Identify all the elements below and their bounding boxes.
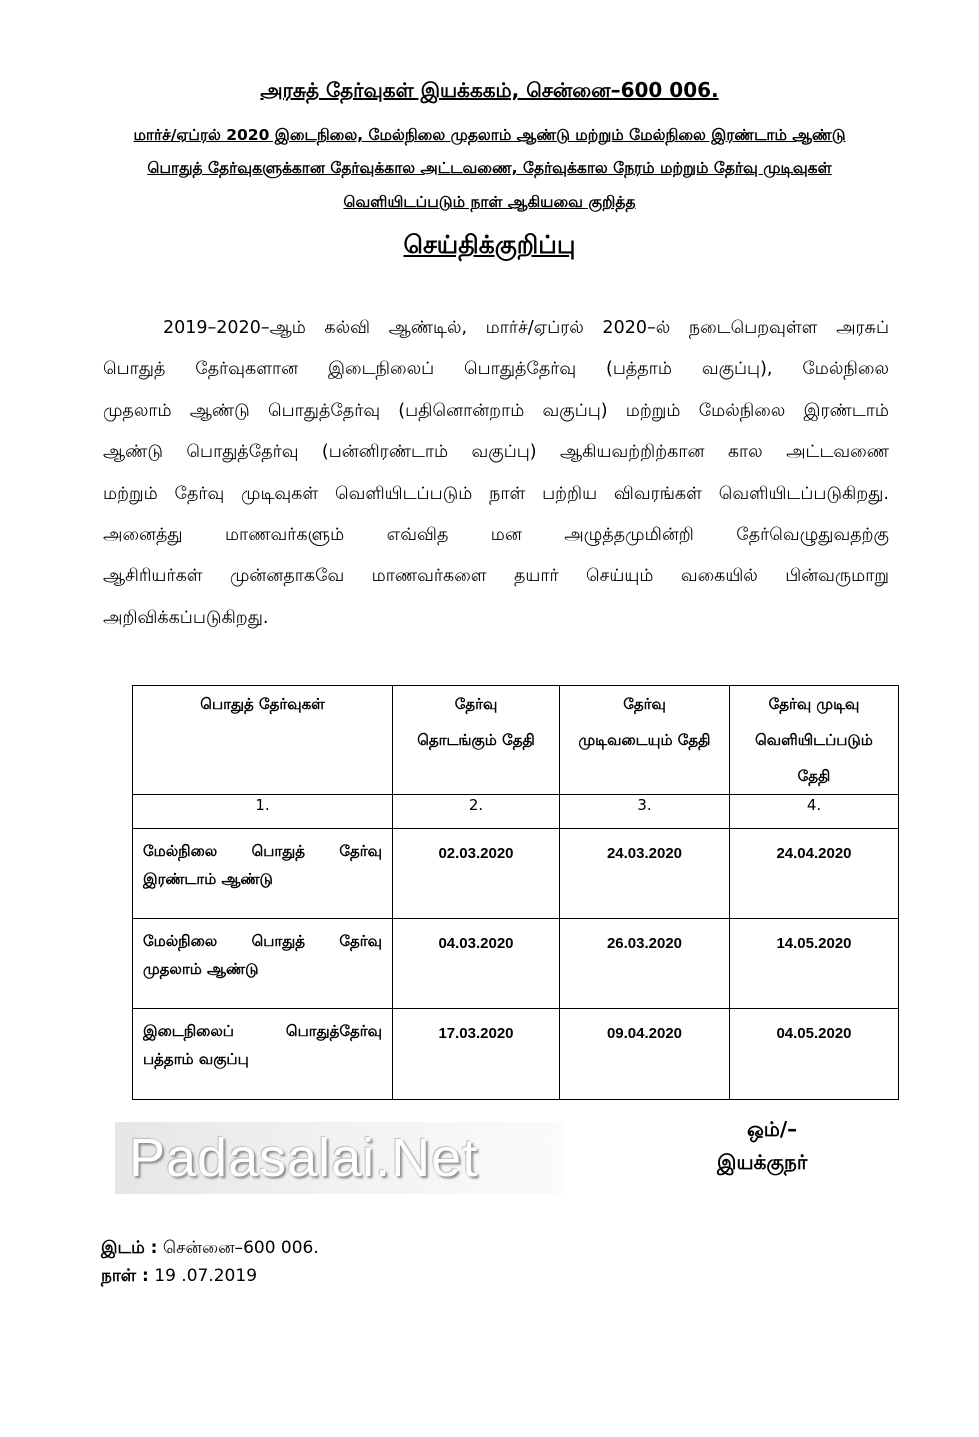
start-date: 17.03.2020 (393, 1009, 560, 1100)
start-date: 02.03.2020 (393, 829, 560, 919)
paragraph-line: ஆசிரியர்கள் முன்னதாகவே மாணவர்களை தயார் செய்யும் வகையில் பின்வருமாறு (103, 566, 889, 587)
date-line (101, 1266, 257, 1288)
header-text: பொதுத் தேர்வுகள் (200, 695, 325, 713)
paragraph-line: 2019–2020–ஆம் கல்வி ஆண்டில், மார்ச்/ஏப்ரல் 2020–ல் நடைபெறவுள்ள அரசுப் (163, 318, 889, 338)
exam-name-line: மேல்நிலை பொதுத் தேர்வு (143, 842, 382, 860)
header-end-date (560, 686, 730, 795)
header-start-date (393, 686, 560, 795)
exam-name (133, 919, 393, 1009)
exam-name (133, 1009, 393, 1100)
header-result-date (730, 686, 899, 795)
exam-name-line: இரண்டாம் ஆண்டு (143, 870, 273, 888)
exam-name-line: இடைநிலைப் பொதுத்தேர்வு (143, 1022, 382, 1040)
header-text: வெளியிடப்படும் (755, 731, 873, 749)
exam-name-line: மேல்நிலை பொதுத் தேர்வு (143, 932, 382, 950)
subject-line-1: மார்ச்/ஏப்ரல் 2020 இடைநிலை, மேல்நிலை முதலாம் ஆண்டு மற்றும் மேல்நிலை இரண்டாம் ஆண்டு (133, 126, 846, 144)
press-release-title: செய்திக்குறிப்பு (403, 230, 576, 259)
end-date: 09.04.2020 (560, 1009, 730, 1100)
subject-line-2: பொதுத் தேர்வுகளுக்கான தேர்வுக்கால அட்டவணை, தேர்வுக்கால நேரம் மற்றும் தேர்வு முடிவுகள் (147, 159, 832, 177)
watermark-banner (115, 1122, 563, 1194)
header-text: தேர்வு முடிவு (768, 695, 860, 713)
table-row (133, 829, 899, 919)
table-row (133, 919, 899, 1009)
exam-name (133, 829, 393, 919)
date-label: நாள் : (101, 1266, 149, 1286)
signature-line: ஒம்/– (747, 1117, 798, 1141)
signatory-title: இயக்குநர் (717, 1150, 808, 1174)
date-value: 19 .07.2019 (154, 1266, 258, 1286)
result-date: 24.04.2020 (730, 829, 899, 919)
body-paragraph (103, 308, 889, 639)
end-date: 26.03.2020 (560, 919, 730, 1009)
place-label: இடம் : (101, 1238, 158, 1258)
header-text: தேர்வு (623, 695, 666, 713)
paragraph-line: ஆண்டு பொதுத்தேர்வு (பன்னிரண்டாம் வகுப்பு) ஆகியவற்றிற்கான கால அட்டவணை (103, 442, 889, 463)
paragraph-line: அனைத்து மாணவர்களும் எவ்வித மன அழுத்தமுமின்றி தேர்வெழுதுவதற்கு (103, 525, 889, 546)
result-date: 04.05.2020 (730, 1009, 899, 1100)
place-line (101, 1238, 319, 1260)
exam-name-line: முதலாம் ஆண்டு (143, 960, 259, 978)
paragraph-line: முதலாம் ஆண்டு பொதுத்தேர்வு (பதினொன்றாம் வகுப்பு) மற்றும் மேல்நிலை இரண்டாம் (103, 400, 889, 421)
subject-line-3: வெளியிடப்படும் நாள் ஆகியவை குறித்த (343, 193, 636, 211)
department-heading: அரசுத் தேர்வுகள் இயக்ககம், சென்னை–600 006. (260, 78, 719, 102)
result-date: 14.05.2020 (730, 919, 899, 1009)
paragraph-line: மற்றும் தேர்வு முடிவுகள் வெளியிடப்படும் நாள் பற்றிய விவரங்கள் வெளியிடப்படுகிறது. (103, 483, 889, 504)
end-date: 24.03.2020 (560, 829, 730, 919)
table-header-row (133, 686, 899, 795)
header-text: தேதி (797, 767, 831, 785)
table-row (133, 1009, 899, 1100)
column-number: 2. (393, 795, 560, 829)
exam-schedule-table (132, 685, 899, 1100)
header-text: தேர்வு (454, 695, 498, 713)
place-value: சென்னை–600 006. (162, 1238, 319, 1258)
paragraph-line: அறிவிக்கப்படுகிறது. (103, 607, 269, 628)
column-number: 3. (560, 795, 730, 829)
header-text: முடிவடையும் தேதி (578, 731, 711, 749)
header-exams (133, 686, 393, 795)
watermark-text: Padasalai.Net (129, 1128, 479, 1188)
column-number: 4. (730, 795, 899, 829)
column-number: 1. (133, 795, 393, 829)
paragraph-line: பொதுத் தேர்வுகளான இடைநிலைப் பொதுத்தேர்வு (பத்தாம் வகுப்பு), மேல்நிலை (103, 359, 889, 380)
column-number-row (133, 795, 899, 829)
header-text: தொடங்கும் தேதி (417, 731, 535, 749)
exam-name-line: பத்தாம் வகுப்பு (143, 1050, 249, 1068)
start-date: 04.03.2020 (393, 919, 560, 1009)
